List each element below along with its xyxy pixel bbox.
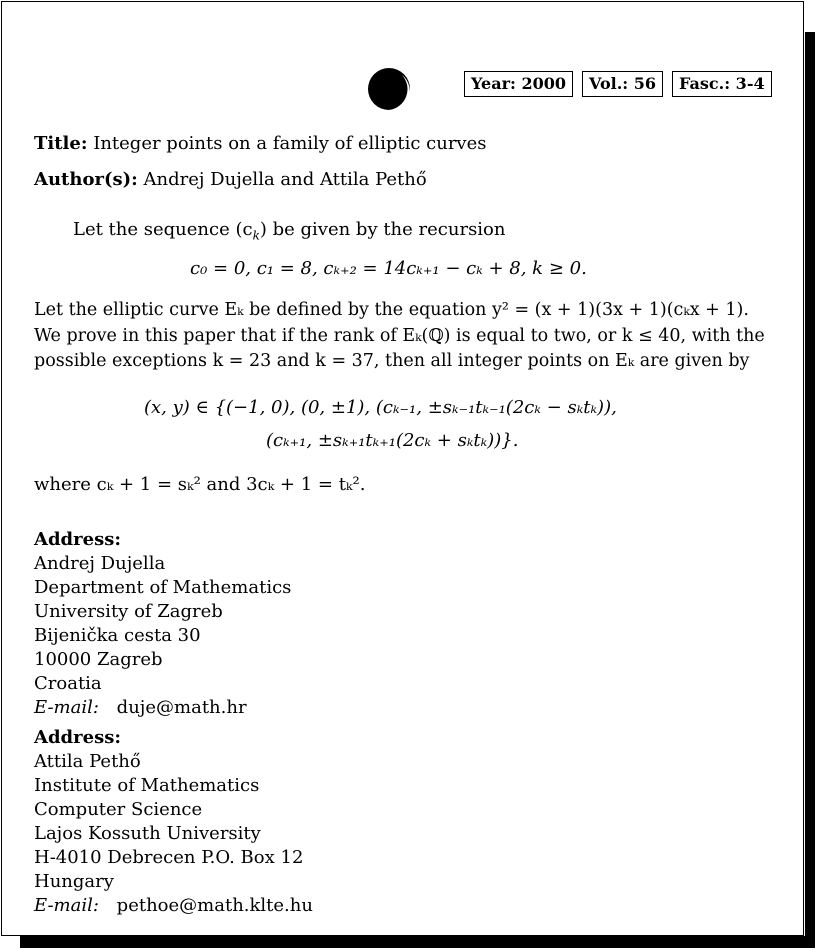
address-2-line: Lajos Kossuth University: [34, 823, 261, 844]
authors-line: [34, 168, 427, 192]
half-moon-logo-icon: [366, 66, 412, 112]
address-2-line: Attila Pethő: [34, 751, 141, 772]
where-line: where cₖ + 1 = sₖ² and 3cₖ + 1 = tₖ².: [34, 474, 366, 495]
email-link[interactable]: pethoe@math.klte.hu: [116, 895, 313, 916]
address-1-label: Address:: [34, 529, 121, 550]
authors-label: Author(s):: [34, 169, 138, 190]
title-label: Title:: [34, 133, 88, 154]
address-1-line: Bijenička cesta 30: [34, 625, 201, 646]
address-1-line: University of Zagreb: [34, 601, 223, 622]
paper-authors: Andrej Dujella and Attila Pethő: [143, 169, 427, 190]
address-2-label: Address:: [34, 727, 121, 748]
address-2-line: Institute of Mathematics: [34, 775, 260, 796]
address-1-email-line: [34, 696, 247, 720]
title-line: [34, 132, 486, 156]
volume-badge: Vol.: 56: [582, 71, 663, 97]
abstract-para-line-3: possible exceptions k = 23 and k = 37, then all integer points on Eₖ are given by: [34, 351, 750, 371]
address-2-email-line: [34, 894, 313, 918]
address-1-line: Department of Mathematics: [34, 577, 292, 598]
address-2-line: Computer Science: [34, 799, 203, 820]
address-2-line: H-4010 Debrecen P.O. Box 12: [34, 847, 304, 868]
year-badge: Year: 2000: [464, 71, 573, 97]
page-shadow-bottom: [20, 936, 815, 948]
paper-title: Integer points on a family of elliptic curves: [93, 133, 487, 154]
journal-badges: [464, 71, 772, 97]
email-label: E-mail:: [34, 895, 99, 916]
email-label: E-mail:: [34, 697, 99, 718]
address-1-line: Croatia: [34, 673, 102, 694]
integer-points-set-line-1: (x, y) ∈ {(−1, 0), (0, ±1), (cₖ₋₁, ±sₖ₋₁tₖ₋₁(2cₖ − sₖtₖ)),: [144, 397, 617, 418]
abstract-line-1: Let the sequence $(c_k)$ be given by the recursion: [73, 219, 506, 243]
abstract-para-line-2: We prove in this paper that if the rank of Eₖ(ℚ) is equal to two, or k ≤ 40, with the: [34, 326, 765, 346]
fascicle-badge: Fasc.: 3-4: [672, 71, 772, 97]
integer-points-set-line-2: (cₖ₊₁, ±sₖ₊₁tₖ₊₁(2cₖ + sₖtₖ))}.: [266, 430, 519, 451]
address-2-line: Hungary: [34, 871, 114, 892]
address-1-line: 10000 Zagreb: [34, 649, 163, 670]
email-link[interactable]: duje@math.hr: [116, 697, 247, 718]
page-shadow-right: [805, 32, 815, 948]
address-1-line: Andrej Dujella: [34, 553, 166, 574]
abstract-para-line-1: Let the elliptic curve Eₖ be defined by the equation y² = (x + 1)(3x + 1)(cₖx + 1).: [34, 300, 749, 320]
recursion-formula: c₀ = 0, c₁ = 8, cₖ₊₂ = 14cₖ₊₁ − cₖ + 8, k ≥ 0.: [190, 258, 587, 279]
